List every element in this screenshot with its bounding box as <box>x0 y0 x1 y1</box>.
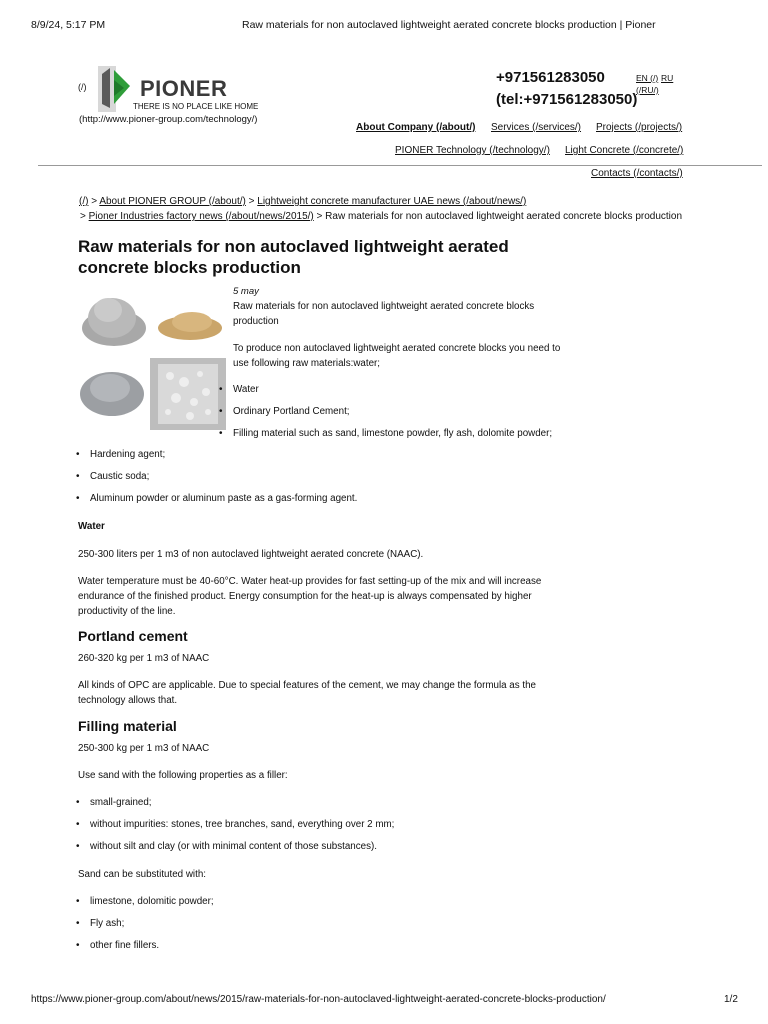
cement-powder-image <box>78 286 148 348</box>
lead-line2: production <box>233 316 279 327</box>
cement-description <box>78 678 536 708</box>
nav-about[interactable]: About Company (/about/) <box>356 122 476 133</box>
nav-concrete[interactable]: Light Concrete (/concrete/) <box>565 145 684 156</box>
list-item: • Water <box>233 382 552 397</box>
logo-url[interactable]: (http://www.pioner-group.com/technology/) <box>79 114 258 125</box>
list-item: • without impurities: stones, tree branches, sand, everything over 2 mm; <box>90 817 394 832</box>
page-title-line1: Raw materials for non autoclaved lightweight aerated <box>78 237 509 256</box>
filling-amount: 250-300 kg per 1 m3 of NAAC <box>78 743 210 754</box>
phone-tel-link[interactable]: (tel:+971561283050) <box>496 91 638 108</box>
water-temp-line2: endurance of the finished product. Energy consumption for the heat-up is always compensated by higher <box>78 591 532 602</box>
breadcrumb-line2 <box>80 211 682 222</box>
list-item: • other fine fillers. <box>90 938 214 953</box>
nav-technology[interactable]: PIONER Technology (/technology/) <box>395 145 550 156</box>
crumb-sep: > <box>248 196 255 207</box>
logo-name: PIONER <box>140 76 228 101</box>
water-temp-line3: productivity of the line. <box>78 606 176 617</box>
water-amount: 250-300 liters per 1 m3 of non autoclaved lightweight aerated concrete (NAAC). <box>78 549 424 560</box>
nav-projects[interactable]: Projects (/projects/) <box>596 122 683 133</box>
cement-desc-line2: technology allows that. <box>78 695 178 706</box>
substitutes-list <box>90 894 214 953</box>
article-lead <box>233 299 534 329</box>
materials-list-bottom <box>90 447 357 506</box>
list-item: • Aluminum powder or aluminum paste as a gas-forming agent. <box>90 491 357 506</box>
list-item: • Caustic soda; <box>90 469 357 484</box>
page-title <box>78 236 509 278</box>
cement-heading: Portland cement <box>78 628 188 644</box>
phone-number[interactable]: +971561283050 <box>496 69 605 86</box>
crumb-about[interactable]: About PIONER GROUP (/about/) <box>99 196 246 207</box>
breadcrumb <box>79 196 526 207</box>
list-item: • small-grained; <box>90 795 394 810</box>
crumb-factory[interactable]: Pioner Industries factory news (/about/news/2015/) <box>88 211 314 222</box>
lead-line1: Raw materials for non autoclaved lightweight aerated concrete blocks <box>233 301 535 312</box>
header-divider <box>38 165 762 166</box>
crumb-home[interactable]: (/) <box>79 196 89 207</box>
limestone-powder-image <box>150 358 226 430</box>
print-footer-url: https://www.pioner-group.com/about/news/2015/raw-materials-for-non-autoclaved-lightweight-aerated-concrete-blocks-production/ <box>31 994 606 1005</box>
fly-ash-image <box>78 358 146 420</box>
water-temperature <box>78 574 541 619</box>
list-item: • Fly ash; <box>90 916 214 931</box>
lang-en[interactable]: EN (/) <box>636 73 659 83</box>
print-page-number: 1/2 <box>724 994 738 1005</box>
nav-services[interactable]: Services (/services/) <box>491 122 582 133</box>
water-temp-line1: Water temperature must be 40-60°C. Water heat-up provides for fast setting-up of the mix and will increase <box>78 576 542 587</box>
sand-properties-list <box>90 795 394 854</box>
lang-ru[interactable]: RU <box>661 73 674 83</box>
list-item: • limestone, dolomitic powder; <box>90 894 214 909</box>
nav-contacts[interactable]: Contacts (/contacts/) <box>591 168 683 179</box>
crumb-sep: > <box>80 211 86 222</box>
water-heading: Water <box>78 521 105 532</box>
crumb-sep: > <box>91 196 98 207</box>
list-item: • Hardening agent; <box>90 447 357 462</box>
page-title-line2: concrete blocks production <box>78 258 301 277</box>
substitutes-intro: Sand can be substituted with: <box>78 869 206 880</box>
print-datetime: 8/9/24, 5:17 PM <box>31 19 106 31</box>
cement-desc-line1: All kinds of OPC are applicable. Due to special features of the cement, we may change the formula as the <box>78 680 536 691</box>
article-date: 5 may <box>233 286 259 297</box>
crumb-sep: > <box>316 211 323 222</box>
sand-image <box>152 286 224 348</box>
article-intro <box>233 341 560 371</box>
intro-line1: To produce non autoclaved lightweight aerated concrete blocks you need to <box>233 343 561 354</box>
print-doc-title: Raw materials for non autoclaved lightweight aerated concrete blocks production | Pioner <box>242 19 656 31</box>
lang-ru-url[interactable]: (/RU/) <box>636 85 659 95</box>
pioner-logo-icon <box>94 64 134 114</box>
filling-heading: Filling material <box>78 718 177 734</box>
logo-slogan: THERE IS NO PLACE LIKE HOME <box>133 102 259 111</box>
crumb-current: Raw materials for non autoclaved lightweight aerated concrete blocks production <box>325 211 683 222</box>
list-item: • without silt and clay (or with minimal content of those substances). <box>90 839 394 854</box>
crumb-news[interactable]: Lightweight concrete manufacturer UAE news (/about/news/) <box>257 196 527 207</box>
materials-list-top <box>233 382 552 441</box>
cement-amount: 260-320 kg per 1 m3 of NAAC <box>78 653 210 664</box>
intro-line2: use following raw materials:water; <box>233 358 381 369</box>
filling-intro: Use sand with the following properties as a filler: <box>78 770 288 781</box>
list-item: • Ordinary Portland Cement; <box>233 404 552 419</box>
list-item: • Filling material such as sand, limestone powder, fly ash, dolomite powder; <box>233 426 552 441</box>
logo-link[interactable]: (/) <box>78 82 87 92</box>
